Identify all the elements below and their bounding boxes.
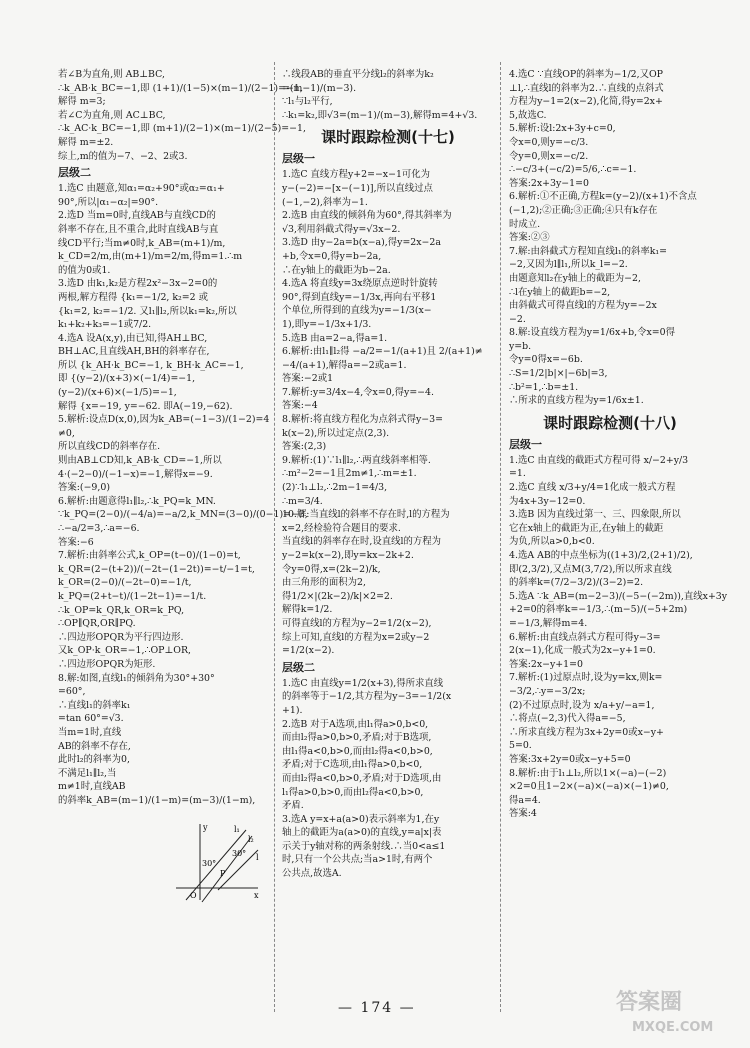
text-line: 斜率不存在,且不重合,此时直线AB与直 <box>58 223 219 235</box>
text-line: 2.选B 对于A选项,由l₁得a>0,b<0, <box>282 718 429 730</box>
text-line: 6.解析:由题意得l₁∥l₂,∴k_PQ=k_MN. <box>58 495 216 507</box>
text-line: 得a=4. <box>509 794 541 806</box>
text-line: 则由AB⊥CD知,k_AB·k_CD=−1,所以 <box>58 455 222 467</box>
text-line: 1),即y=−1/3x+1/3. <box>282 318 372 330</box>
section-title: 课时跟踪检测(十八) <box>543 413 677 432</box>
text-line: 3.选B 因为直线过第一、三、四象限,所以 <box>509 509 681 521</box>
line-l2 <box>202 836 252 902</box>
label-angle: 30° <box>202 859 217 868</box>
text-line: (2)不过原点时,设为 x/a+y/−a=1, <box>509 699 655 711</box>
text-line: 3.选A y=x+a(a>0)表示斜率为1,在y <box>282 813 440 825</box>
text-line: ∴k_AC·k_BC=−1,即 (m+1)/(2−1)×(m−1)/(2−5)=−1, <box>58 123 306 135</box>
text-line: =1/2(x−2). <box>282 645 335 657</box>
text-line: 为负,所以a>0,b<0. <box>509 536 595 548</box>
text-line: 答案:3x+2y=0或x−y+5=0 <box>509 753 631 765</box>
text-line: (−1,−2),斜率为−1. <box>282 196 368 208</box>
text-line: 若∠C为直角,则 AC⊥BC, <box>58 109 166 121</box>
column-3 <box>509 68 728 821</box>
label-l1: l₁ <box>234 825 240 834</box>
label-l2: l₂ <box>248 835 254 844</box>
text-line: 的斜率k_AB=(m−1)/(1−m)=(m−3)/(1−m), <box>58 794 256 806</box>
text-line: 答案:2x−y+1=0 <box>509 658 583 670</box>
text-line: y−2=k(x−2),即y=kx−2k+2. <box>282 550 414 561</box>
text-line: 7.解:由斜截式方程知直线l₁的斜率k₁= <box>509 245 668 257</box>
text-line: 两根,解方程得 {k₁=−1/2, k₂=2 或 <box>58 291 208 303</box>
text-line: {k₁=2, k₂=−1/2. 又l₁∥l₂,所以k₁=k₂,所以 <box>58 305 237 317</box>
text-line: ×2=0且1−2×(−a)×(−a)×(−1)≠0, <box>509 781 669 793</box>
text-line: ∴所求的直线方程为y=1/6x±1. <box>509 395 644 407</box>
text-line: 方程为y−1=2(x−2),化简,得y=2x+ <box>509 96 663 108</box>
text-line: 可得直线l的方程为y−2=1/2(x−2), <box>282 617 432 629</box>
level-heading: 层级一 <box>282 152 315 166</box>
text-line: x=2,经检验符合题目的要求. <box>282 522 401 534</box>
page-number: — 174 — <box>338 1000 416 1016</box>
text-line: 答案:(2,3) <box>282 441 327 453</box>
text-line: y=b. <box>509 340 532 352</box>
text-line: 5.解析:设l:2x+3y+c=0, <box>509 123 616 135</box>
text-line: ∴四边形OPQR为平行四边形. <box>58 631 184 643</box>
text-line: 的值为0或1. <box>58 264 111 276</box>
text-line: 5.选B 由a=2−a,得a=1. <box>282 332 388 344</box>
text-line: 解得 {x=−19, y=−62. 即A(−19,−62). <box>58 400 233 412</box>
text-line: 解得 m=3; <box>58 96 106 108</box>
text-line: ∴−a/2=3,∴a=−6. <box>58 523 140 534</box>
text-line: 而由l₂得a>0,b>0,矛盾;对于B选项, <box>282 732 432 744</box>
text-line: 当直线l的斜率存在时,设直线l的方程为 <box>282 536 441 548</box>
text-line: ∴b²=1,∴b=±1. <box>509 381 579 393</box>
watermark-logo: 答案圈 <box>616 990 683 1015</box>
label-l: l <box>256 853 259 862</box>
text-line: 轴上的截距为a(a>0)的直线,y=a|x|表 <box>282 827 442 839</box>
text-line: k_OR=(2−0)/(−2t−0)=−1/t, <box>58 577 192 589</box>
text-line: ∴OP∥QR,OR∥PQ. <box>58 618 136 630</box>
label-angle: 30° <box>232 849 247 858</box>
level-heading: 层级二 <box>282 660 315 674</box>
text-line: =1. <box>509 468 526 480</box>
text-line: BH⊥AC,且直线AH,BH的斜率存在, <box>58 346 210 358</box>
text-line: 所以直线CD的斜率存在. <box>58 441 161 453</box>
text-line: ∴k_OP=k_QR,k_OR=k_PQ, <box>58 604 185 616</box>
text-line: 矛盾. <box>282 800 304 812</box>
text-line: 得1/2×|(2k−2)/k|×2=2. <box>282 590 393 602</box>
text-line: 解得k=1/2. <box>282 604 333 616</box>
text-line: 90°,得到直线y=−1/3x,再向右平移1 <box>282 291 437 303</box>
text-line: 8.解:设直线方程为y=1/6x+b,令x=0得 <box>509 327 675 339</box>
text-line: 4.选C ∵直线OP的斜率为−1/2,又OP <box>509 69 663 80</box>
text-line: 6.解析:由直线点斜式方程可得y−3= <box>509 631 661 643</box>
text-line: 1.选C 由题意,知α₁=α₂+90°或α₂=α₁+ <box>58 183 225 195</box>
text-line: 由l₁得a<0,b>0,而由l₂得a<0,b>0, <box>282 745 433 757</box>
watermark-url: MXQE.COM <box>632 1020 714 1035</box>
text-line: 5.解析:设点D(x,0),因为k_AB=(−1−3)/(1−2)=4 <box>58 414 270 426</box>
level-heading: 层级二 <box>58 166 91 180</box>
text-line: 即 {(y−2)/(x+3)×(−1/4)=−1, <box>58 373 196 385</box>
text-line: 它在x轴上的截距为正,在y轴上的截距 <box>509 522 664 534</box>
text-line: ∴将点(−2,3)代入得a=−5, <box>509 713 626 725</box>
text-line: 9.解析:(1)∵l₁∥l₂,∴两直线斜率相等. <box>282 454 431 466</box>
text-line: 线CD平行;当m≠0时,k_AB=(m+1)/m, <box>58 237 226 249</box>
text-line: ∴直线l₁的斜率k₁ <box>58 699 131 711</box>
text-line: 答案:②③ <box>509 232 550 244</box>
text-line: =(m−1)/(m−3). <box>282 82 357 94</box>
text-line: 答案:−2或1 <box>282 373 334 385</box>
text-line: (y−2)/(x+6)×(−1/5)=−1, <box>58 387 177 399</box>
text-line: ∴k₁=k₂,即√3=(m−1)/(m−3),解得m=4+√3. <box>282 109 478 121</box>
text-line: =tan 60°=√3. <box>58 713 124 725</box>
text-line: 示关于y轴对称的两条射线.∴当0<a≤1 <box>282 840 446 852</box>
text-line: =−1/3,解得m=4. <box>509 617 588 629</box>
text-line: ∴l在y轴上的截距b=−2, <box>509 286 611 298</box>
text-line: 令x=0,则y=−c/3. <box>509 136 589 148</box>
text-line: ∵l₁与l₂平行, <box>282 96 333 108</box>
text-line: −3/2,∴y=−3/2x; <box>509 685 586 697</box>
text-line: ∴四边形OPQR为矩形. <box>58 658 156 670</box>
text-line: =60°, <box>58 686 86 698</box>
text-line: ∴线段AB的垂直平分线l₂的斜率为k₂ <box>282 69 434 80</box>
label-origin: O <box>190 891 197 900</box>
section-title: 课时跟踪检测(十七) <box>321 128 455 147</box>
text-line: k_CD=2/m,由(m+1)/m=2/m,得m=1.∴m <box>58 251 243 263</box>
text-line: 1.选C 由直线y=1/2(x+3),得所求直线 <box>282 677 444 689</box>
text-line: 个单位,所得到的直线为y=−1/3(x− <box>282 305 432 317</box>
text-line: 令y=0,则x=−c/2. <box>509 150 589 162</box>
text-line: 公共点,故选A. <box>282 868 342 880</box>
text-line: 2(x−1),化成一般式为2x−y+1=0. <box>509 645 656 657</box>
text-line: 的斜率k=(7/2−3/2)/(3−2)=2. <box>509 577 644 589</box>
text-line: 由斜截式可得直线l的方程为y=−2x <box>509 300 657 312</box>
text-line: (2)∵l₁⊥l₂,∴2m−1=4/3, <box>282 482 388 494</box>
text-line: 7.解析:y=3/4x−4,令x=0,得y=−4. <box>282 386 434 398</box>
label-p: P <box>220 869 226 878</box>
text-line: 此时l₂的斜率为0, <box>58 754 130 766</box>
text-line: AB的斜率不存在, <box>58 740 131 752</box>
text-line: 答案:(−9,0) <box>58 482 110 494</box>
text-line: 8.解:如图,直线l₁的倾斜角为30°+30° <box>58 672 215 684</box>
text-line: 4.选A 设A(x,y),由已知,得AH⊥BC, <box>58 332 208 344</box>
text-line: k₁+k₂+k₃=−1或7/2. <box>58 319 152 331</box>
text-line: +1). <box>282 704 303 716</box>
text-line: 时,只有一个公共点;当a>1时,有两个 <box>282 854 433 866</box>
text-line: 又k_OP·k_OR=−1,∴OP⊥OR, <box>58 645 191 657</box>
text-line: ⊥l,∴直线l的斜率为2.∴直线的点斜式 <box>509 82 664 94</box>
text-line: 7.解析:(1)过原点时,设为y=kx,则k= <box>509 672 663 684</box>
text-line: 令y=0得,x=(2k−2)/k, <box>282 563 381 575</box>
text-line: √3,利用斜截式得y=√3x−2. <box>282 223 401 235</box>
text-line: 1.选C 由直线的截距式方程可得 x/−2+y/3 <box>509 454 689 466</box>
text-line: k_QR=(2−(t+2))/(−2t−(1−2t))=−t/−1=t, <box>58 563 255 575</box>
text-line: 解得 m=±2. <box>58 136 114 148</box>
text-line: ∴S=1/2|b|×|−6b|=3, <box>509 368 608 380</box>
text-line: 7.解析:由斜率公式,k_OP=(t−0)/(1−0)=t, <box>58 550 241 562</box>
text-line: l₁得a>0,b>0,而由l₂得a<0,b>0, <box>282 786 424 798</box>
text-line: 5=0. <box>509 740 532 752</box>
text-line: 2.选C 直线 x/3+y/4=1化成一般式方程 <box>509 482 676 494</box>
text-line: 答案:−6 <box>58 536 94 548</box>
text-line: ∴k_AB·k_BC=−1,即 (1+1)/(1−5)×(m−1)/(2−1)=−1, <box>58 82 303 94</box>
text-line: 3.选D 由k₁,k₂是方程2x²−3x−2=0的 <box>58 278 218 290</box>
text-line: 5,故选C. <box>509 109 547 121</box>
text-line: 由三角形的面积为2, <box>282 577 366 589</box>
text-line: 6.解析:①不正确,方程k=(y−2)/(x+1)不含点 <box>509 191 697 203</box>
text-line: ∴m=3/4. <box>282 495 323 507</box>
text-line: y−(−2)=−[x−(−1)],所以直线过点 <box>282 182 433 194</box>
text-line: +b,令x=0,得y=b−2a, <box>282 250 382 262</box>
text-line: 矛盾;对于C选项,由l₁得a>0,b<0, <box>282 759 423 771</box>
text-line: 而由l₂得a<0,b>0,矛盾;对于D选项,由 <box>282 772 442 784</box>
text-line: 的斜率等于−1/2,其方程为y−3=−1/2(x <box>282 691 452 703</box>
text-line: 即(2,3/2),又点M(3,7/2),所以所求直线 <box>509 563 672 575</box>
text-line: 当m=1时,直线 <box>58 726 122 738</box>
text-line: 时成立. <box>509 218 541 230</box>
text-line: 答案:2x+3y−1=0 <box>509 177 589 189</box>
text-line: 答案:−4 <box>282 400 318 412</box>
text-line: 90°,所以|α₁−α₂|=90°. <box>58 196 159 208</box>
text-line: 不满足l₁∥l₂,当 <box>58 767 117 779</box>
text-line: ∵k_PQ=(2−0)/(−4/a)=−a/2,k_MN=(3−0)/(0−1)=−3, <box>58 509 308 521</box>
text-line: 1.选C 直线方程y+2=−x−1可化为 <box>282 169 431 181</box>
label-y: y <box>203 823 208 832</box>
text-line: 由题意知l₂在y轴上的截距为−2, <box>509 272 641 284</box>
column-divider <box>274 62 276 1012</box>
geometry-figure <box>172 820 262 904</box>
text-line: 综上可知,直线l的方程为x=2或y−2 <box>282 631 430 643</box>
text-line: 8.解析:由于l₁⊥l₂,所以1×(−a)−(−2) <box>509 767 667 779</box>
text-line: 3.选D 由y−2a=b(x−a),得y=2x−2a <box>282 237 441 249</box>
text-line: 4.选A AB的中点坐标为((1+3)/2,(2+1)/2), <box>509 550 693 561</box>
text-line: ∴所求直线方程为3x+2y=0或x−y+ <box>509 726 664 738</box>
text-line: +2=0的斜率k=−1/3,∴(m−5)/(−5+2m) <box>509 604 688 616</box>
text-line: 令y=0得x=−6b. <box>509 354 583 366</box>
text-line: 综上,m的值为−7、−2、2或3. <box>58 150 188 162</box>
text-line: −2,又因为l∥l₁,所以k_l=−2. <box>509 259 628 271</box>
text-line: m≠1时,直线AB <box>58 781 126 793</box>
text-line: k_PQ=(2+t−t)/(1−2t−1)=−1/t. <box>58 590 207 602</box>
text-line: −4/(a+1),解得a=−2或a=1. <box>282 359 407 371</box>
text-line: 所以 {k_AH·k_BC=−1, k_BH·k_AC=−1, <box>58 359 244 371</box>
level-heading: 层级一 <box>509 437 542 451</box>
text-line: 4·(−2−0)/(−1−x)=−1,解得x=−9. <box>58 468 213 480</box>
text-line: 5.选A ∵k_AB=(m−2−3)/(−5−(−2m)),直线x+3y <box>509 590 728 602</box>
text-line: (−1,2);②正确;③正确;④只有k存在 <box>509 204 658 216</box>
column-2 <box>282 68 494 881</box>
text-line: −2. <box>509 313 526 325</box>
text-line: 6.解析:由l₁∥l₂得 −a/2=−1/(a+1)且 2/(a+1)≠ <box>282 346 483 358</box>
text-line: 4.选A 将直线y=3x绕原点逆时针旋转 <box>282 278 438 290</box>
text-line: 2.选D 当m=0时,直线AB与直线CD的 <box>58 210 216 222</box>
text-line: ≠0, <box>58 427 75 439</box>
text-line: ∴−c/3+(−c/2)=5/6,∴c=−1. <box>509 164 637 176</box>
text-line: 8.解析:将直线方程化为点斜式得y−3= <box>282 414 443 426</box>
text-line: k(x−2),所以过定点(2,3). <box>282 427 390 439</box>
text-line: 2.选B 由直线的倾斜角为60°,得其斜率为 <box>282 210 452 222</box>
label-x: x <box>254 891 259 900</box>
text-line: 若∠B为直角,则 AB⊥BC, <box>58 69 165 80</box>
text-line: 答案:4 <box>509 808 537 820</box>
text-line: ∴在y轴上的截距为b−2a. <box>282 264 391 276</box>
column-divider <box>500 62 502 1012</box>
text-line: ∴m²−2=−1且2m≠1,∴m=±1. <box>282 468 417 480</box>
text-line: 10.解:当直线l的斜率不存在时,l的方程为 <box>282 509 450 521</box>
text-line: 为4x+3y−12=0. <box>509 495 586 507</box>
